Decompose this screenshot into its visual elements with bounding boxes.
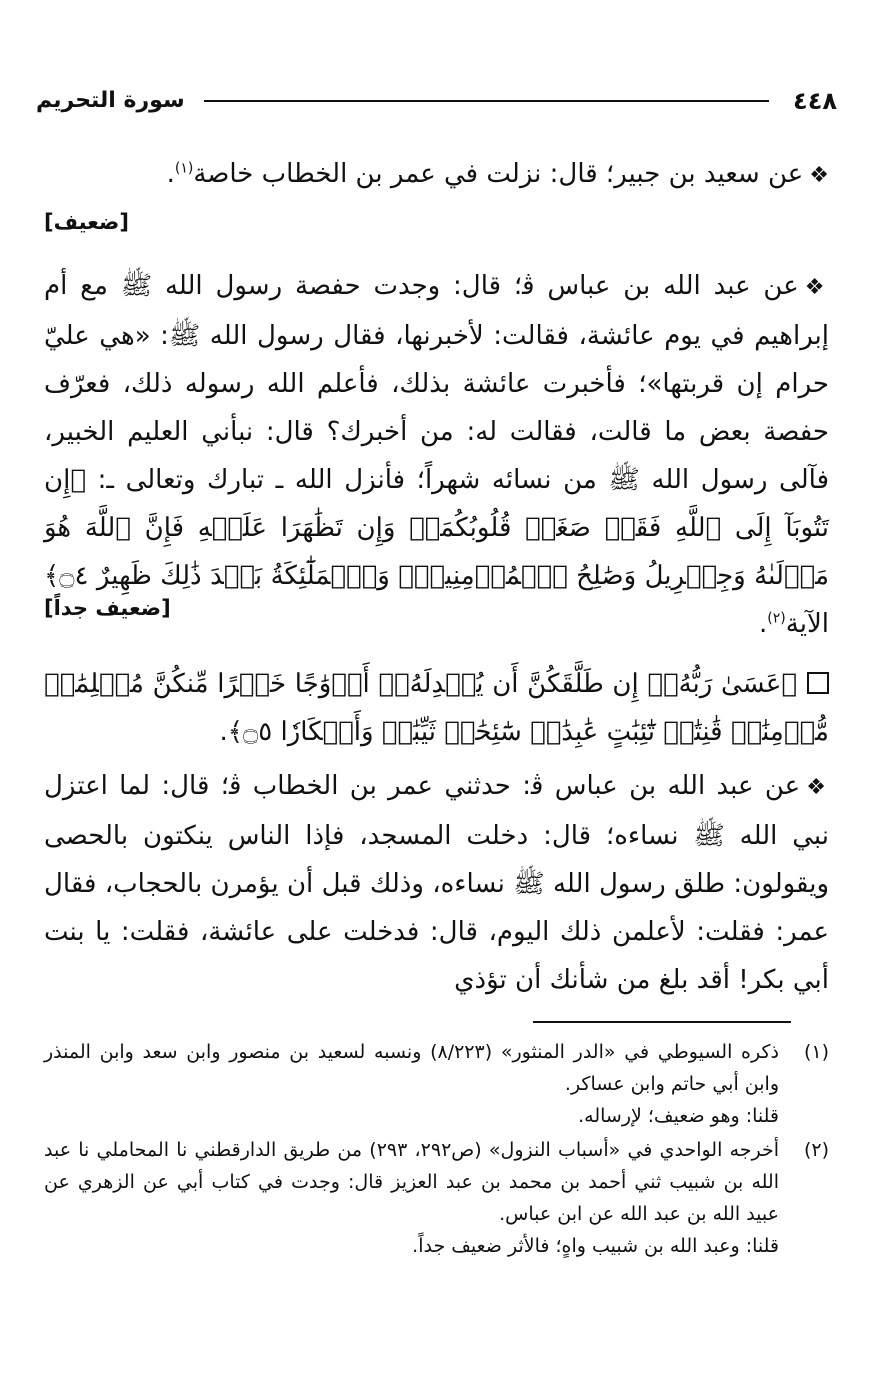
paragraph-tail: .: [219, 717, 228, 747]
footnote-divider: [533, 1021, 791, 1023]
hadith-paragraph-2: [44, 262, 829, 648]
square-bullet-icon: [807, 672, 829, 694]
grade-badge-weak: [ضعيف]: [44, 210, 129, 234]
paragraph-tail: .: [759, 609, 768, 639]
verse-paragraph: [44, 660, 829, 756]
diamond-bullet-icon: ❖: [809, 163, 829, 188]
quran-verse: ﴿عَسَىٰ رَبُّهُۥٓ إِن طَلَّقَكُنَّ أَن يُبۡدِلَهُۥٓ أَزۡوَٰجًا خَيۡرًا مِّنكُنَّ مُسۡلِمَٰتٖ مُّؤۡمِنَٰتٖ قَٰنِتَٰتٖ تَٰٓئِبَٰتٍ عَٰبِدَٰتٖ سَٰٓئِحَٰتٖ ثَيِّبَٰتٖ وَأَبۡكَارٗا ۝٥﴾: [44, 669, 829, 747]
quran-verse: ﴿إِن تَتُوبَآ إِلَى ٱللَّهِ فَقَدۡ صَغَتۡ قُلُوبُكُمَاۖ وَإِن تَظَٰهَرَا عَلَيۡهِ فَإِنَّ ٱللَّهَ هُوَ مَوۡلَىٰهُ وَجِبۡرِيلُ وَصَٰلِحُ ٱلۡمُؤۡمِنِينَۖ وَٱلۡمَلَٰٓئِكَةُ بَعۡدَ ذَٰلِكَ ظَهِيرٌ ۝٤﴾: [44, 465, 829, 591]
footnote-2: [44, 1134, 829, 1262]
footnote-note: قلنا: وعبد الله بن شبيب واهٍ؛ فالأثر ضعيف جداً.: [412, 1235, 779, 1257]
page-header: [36, 84, 837, 118]
hadith-paragraph-3: [44, 762, 829, 1004]
grade-badge-very-weak: [ضعيف جداً]: [44, 596, 171, 620]
footnote-ref: (١): [174, 160, 194, 177]
hadith-paragraph-1: [44, 150, 829, 200]
page-number: ٤٤٨: [793, 87, 837, 115]
footnote-1: [44, 1036, 829, 1132]
surah-title: سورة التحريم: [36, 88, 185, 113]
paragraph-text: عن عبد الله بن عباس ﭬ؛ قال: وجدت حفصة رسول الله ﷺ مع أم إبراهيم في يوم عائشة، فقالت: لأخبرنها، فقال رسول الله ﷺ: «هي عليّ حرام إن قربتها»؛ فأخبرت عائشة بذلك، فأعلم الله رسوله ذلك، فعرّف حفصة بعض ما قالت، فقالت له: من أخبرك؟ قال: نبأني العليم الخبير، فآلى رسول الله ﷺ من نسائه شهراً؛ فأنزل الله ـ تبارك وتعالى ـ:: [44, 271, 830, 495]
paragraph-tail: .: [166, 159, 175, 189]
paragraph-text: عن عبد الله بن عباس ﭬ: حدثني عمر بن الخطاب ﭬ؛ قال: لما اعتزل نبي الله ﷺ نساءه؛ قال: دخلت المسجد، فإذا الناس ينكتون بالحصى ويقولون: طلق رسول الله ﷺ نساءه، وذلك قبل أن يؤمرن بالحجاب، فقال عمر: فقلت: لأعلمن ذلك اليوم، قال: فدخلت على عائشة، فقلت: يا بنت أبي بكر! أقد بلغ من شأنك أن تؤذي: [44, 771, 829, 995]
footnote-text: أخرجه الواحدي في «أسباب النزول» (ص٢٩٢، ٢٩٣) من طريق الدارقطني نا المحاملي نا عبد الله بن شبيب ثني أحمد بن محمد بن عبد العزيز قال: وجدت في كتاب أبي عن الزهري عن عبيد الله بن عبد الله عن ابن عباس.: [44, 1139, 780, 1225]
footnote-number: (١): [803, 1041, 829, 1063]
header-rule: [204, 100, 769, 102]
diamond-bullet-icon: ❖: [806, 775, 829, 800]
paragraph-after: الآية: [785, 609, 829, 639]
footnote-ref: (٢): [767, 610, 786, 627]
footnote-number: (٢): [803, 1139, 829, 1161]
footnote-text: ذكره السيوطي في «الدر المنثور» (٨/٢٢٣) ونسبه لسعيد بن منصور وابن سعد وابن المنذر وابن أبي حاتم وابن عساكر.: [44, 1041, 779, 1095]
footnote-note: قلنا: وهو ضعيف؛ لإرساله.: [578, 1105, 779, 1127]
diamond-bullet-icon: ❖: [804, 275, 829, 300]
paragraph-text: عن سعيد بن جبير؛ قال: نزلت في عمر بن الخطاب خاصة: [193, 159, 804, 189]
footnotes: [44, 1036, 829, 1264]
